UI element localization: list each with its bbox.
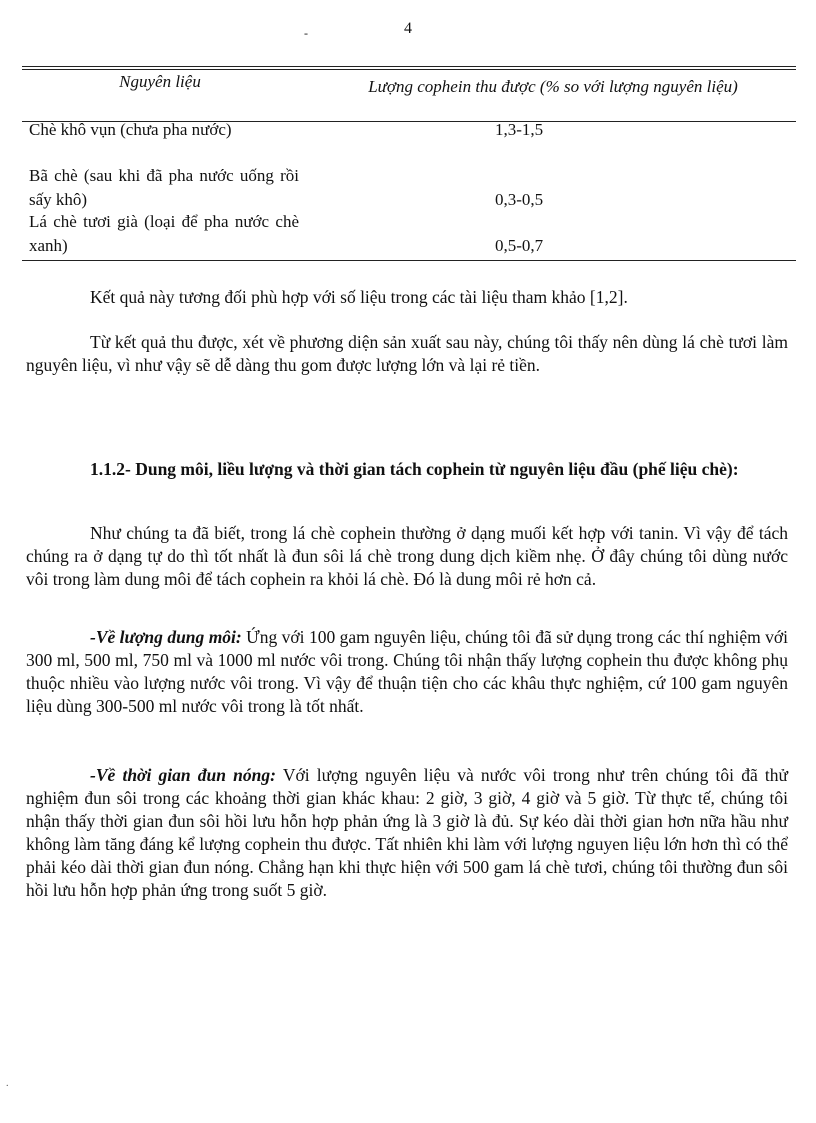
table-cell-material: Lá chè tươi già (loại để pha nước chè xanh) (29, 212, 299, 255)
scan-mark: - (304, 26, 308, 40)
table-header-yield: Lượng cophein thu được (% so với lượng nguyên liệu) (368, 77, 738, 96)
paragraph-body: Với lượng nguyên liệu và nước vôi trong như trên chúng tôi đã thử nghiệm đun sôi trong các khoảng thời gian khác khau: 2 giờ, 3 giờ, 4 giờ và 5 giờ. Từ thực tế, chúng tôi nhận thấy thời gian đun sôi hồi lưu hỗn hợp phản ứng là 3 giờ là đủ. Sự kéo dài thời gian hơn nữa hầu như không làm tăng đáng kể lượng cophein thu được. Tất nhiên khi làm với lượng nguyen liệu lớn hơn thì có thể phải kéo dài thời gian đun nóng. Chẳng hạn khi thực hiện với 500 gam lá chè tươi, chúng tôi thường đun sôi hồi lưu hỗn hợp phản ứng trong suốt 5 giờ. (26, 765, 789, 900)
paragraph-heating-time (26, 764, 788, 902)
paragraph-lead: -Về thời gian đun nóng: (90, 765, 276, 785)
table-cell-yield: 0,5-0,7 (495, 236, 544, 255)
paragraph-conclusion: Kết quả này tương đối phù hợp với số liệu trong các tài liệu tham khảo [1,2]. (90, 287, 628, 307)
section-heading: 1.1.2- Dung môi, liều lượng và thời gian tách cophein từ nguyên liệu đầu (phế liệu chè): (90, 459, 739, 479)
table-header-material: Nguyên liệu (119, 72, 201, 91)
table-top-rule-double (22, 69, 796, 70)
table-cell-yield: 1,3-1,5 (495, 120, 544, 139)
paragraph-recommendation: Từ kết quả thu được, xét về phương diện sản xuất sau này, chúng tôi thấy nên dùng lá chè tươi làm nguyên liệu, vì như vậy sẽ dễ dàng thu gom được lượng lớn và lại rẻ tiền. (26, 332, 788, 375)
paragraph-lead: -Về lượng dung môi: (90, 627, 242, 647)
table-cell-material: Chè khô vụn (chưa pha nước) (29, 120, 232, 139)
table-cell-yield: 0,3-0,5 (495, 190, 544, 209)
paragraph-solvent-amount (26, 626, 788, 718)
paragraph-body: Ứng với 100 gam nguyên liệu, chúng tôi đã sử dụng trong các thí nghiệm với 300 ml, 500 ml, 750 ml và 1000 ml nước vôi trong. Chúng tôi nhận thấy lượng cophein thu được không phụ thuộc nhiều vào lượng nước vôi trong. Vì vậy để thuận tiện cho các khâu thực nghiệm, cứ 100 gam nguyên liệu dùng 300-500 ml nước vôi trong là tốt nhất. (26, 627, 788, 716)
page-number: 4 (404, 20, 412, 37)
table-top-rule (22, 66, 796, 67)
table-bottom-rule (22, 260, 796, 261)
table-cell-material: Bã chè (sau khi đã pha nước uống rồi sấy khô) (29, 166, 299, 209)
paragraph-intro: Như chúng ta đã biết, trong lá chè cophein thường ở dạng muối kết hợp với tanin. Vì vậy để tách chúng ra ở dạng tự do thì tốt nhất là đun sôi lá chè trong dung dịch kiềm nhẹ. Ở đây chúng tôi dùng nước vôi trong làm dung môi để tách cophein ra khỏi lá chè. Đó là dung môi rẻ hơn cả. (26, 523, 788, 589)
scan-speck: . (6, 1078, 9, 1089)
